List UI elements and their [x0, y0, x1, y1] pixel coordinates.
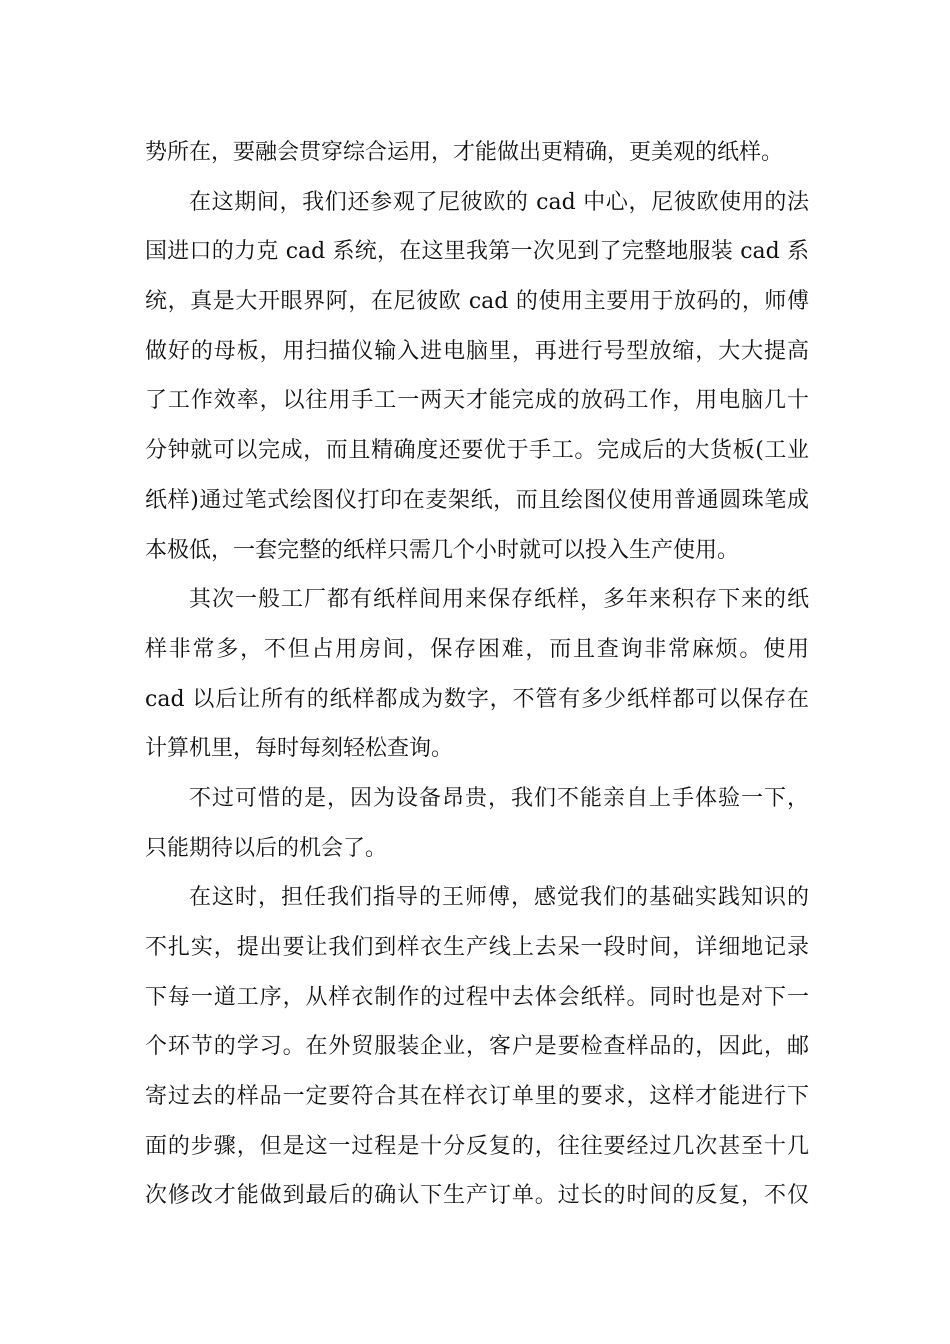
text-line: 了工作效率，以往用手工一两天才能完成的放码工作，用电脑几十 — [145, 388, 809, 414]
text-line: 分钟就可以完成，而且精确度还要优于手工。完成后的大货板(工业 — [145, 438, 809, 464]
text-line: 国进口的力克 cad 系统，在这里我第一次见到了完整地服装 cad 系 — [145, 239, 809, 265]
text-line: 在这期间，我们还参观了尼彼欧的 cad 中心，尼彼欧使用的法 — [189, 189, 809, 215]
text-line: 不扎实，提出要让我们到样衣生产线上去呆一段时间，详细地记录 — [145, 935, 809, 960]
document-body — [145, 128, 809, 1221]
text-line: 计算机里，每时每刻轻松查询。 — [145, 736, 454, 762]
text-line: 不过可惜的是，因为设备昂贵，我们不能亲自上手体验一下， — [189, 785, 809, 811]
text-line: 只能期待以后的机会了。 — [145, 835, 388, 861]
text-line: 本极低，一套完整的纸样只需几个小时就可以投入生产使用。 — [145, 537, 740, 563]
text-line: 次修改才能做到最后的确认下生产订单。过长的时间的反复，不仅 — [145, 1183, 809, 1209]
text-line: 做好的母板，用扫描仪输入进电脑里，再进行号型放缩，大大提高 — [145, 338, 809, 364]
text-line: 纸样)通过笔式绘图仪打印在麦架纸，而且绘图仪使用普通圆珠笔成 — [145, 487, 809, 513]
text-line: 统，真是大开眼界阿，在尼彼欧 cad 的使用主要用于放码的，师傅 — [145, 289, 809, 315]
text-line: 下每一道工序，从样衣制作的过程中去体会纸样。同时也是对下一 — [145, 984, 809, 1010]
text-line: 寄过去的样品一定要符合其在样衣订单里的要求，这样才能进行下 — [145, 1084, 809, 1110]
text-line: 样非常多，不但占用房间，保存困难，而且查询非常麻烦。使用 — [145, 636, 809, 662]
text-line: cad 以后让所有的纸样都成为数字，不管有多少纸样都可以保存在 — [145, 686, 809, 712]
text-line: 其次一般工厂都有纸样间用来保存纸样，多年来积存下来的纸 — [189, 587, 809, 613]
text-line: 势所在，要融会贯穿综合运用，才能做出更精确，更美观的纸样。 — [145, 140, 784, 165]
text-line: 在这时，担任我们指导的王师傅，感觉我们的基础实践知识的 — [189, 885, 809, 911]
text-line: 面的步骤，但是这一过程是十分反复的，往往要经过几次甚至十几 — [145, 1133, 809, 1159]
text-line: 个环节的学习。在外贸服装企业，客户是要检查样品的，因此，邮 — [145, 1034, 809, 1060]
